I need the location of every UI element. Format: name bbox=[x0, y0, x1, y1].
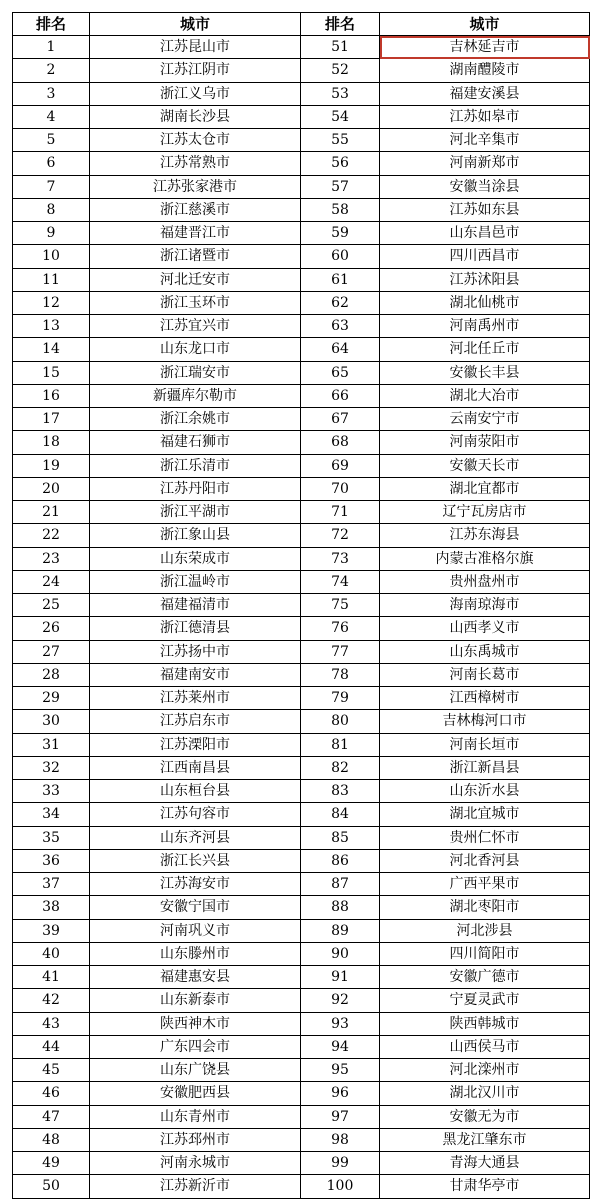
table-row bbox=[13, 1152, 590, 1175]
city-cell[interactable]: 湖北枣阳市 bbox=[380, 896, 590, 919]
rank-cell[interactable]: 4 bbox=[13, 105, 90, 128]
spreadsheet-view bbox=[12, 12, 589, 1199]
city-cell[interactable]: 安徽肥西县 bbox=[90, 1082, 301, 1105]
city-cell[interactable]: 山东禹城市 bbox=[380, 640, 590, 663]
city-cell[interactable]: 江苏太仓市 bbox=[90, 129, 301, 152]
city-cell[interactable]: 四川简阳市 bbox=[380, 942, 590, 965]
city-cell[interactable]: 山东桓台县 bbox=[90, 780, 301, 803]
rank-cell[interactable]: 37 bbox=[13, 873, 90, 896]
table-row bbox=[13, 733, 590, 756]
city-cell[interactable]: 安徽长丰县 bbox=[380, 361, 590, 384]
city-cell[interactable]: 江苏昆山市 bbox=[90, 36, 301, 59]
rank-cell[interactable]: 13 bbox=[13, 315, 90, 338]
rank-cell[interactable]: 27 bbox=[13, 640, 90, 663]
rank-cell[interactable]: 34 bbox=[13, 803, 90, 826]
rank-cell[interactable]: 45 bbox=[13, 1059, 90, 1082]
city-cell[interactable]: 福建南安市 bbox=[90, 663, 301, 686]
city-cell[interactable]: 云南安宁市 bbox=[380, 408, 590, 431]
header-rank-right[interactable]: 排名 bbox=[301, 13, 380, 36]
table-row bbox=[13, 687, 590, 710]
city-cell[interactable]: 山西孝义市 bbox=[380, 617, 590, 640]
city-cell[interactable]: 河北滦州市 bbox=[380, 1059, 590, 1082]
city-cell[interactable]: 广东四会市 bbox=[90, 1035, 301, 1058]
rank-cell[interactable]: 84 bbox=[301, 803, 380, 826]
table-row bbox=[13, 59, 590, 82]
rank-cell[interactable]: 80 bbox=[301, 710, 380, 733]
table-row bbox=[13, 640, 590, 663]
rank-cell[interactable]: 9 bbox=[13, 222, 90, 245]
rank-cell[interactable]: 7 bbox=[13, 175, 90, 198]
table-row bbox=[13, 826, 590, 849]
rank-cell[interactable]: 59 bbox=[301, 222, 380, 245]
rank-cell[interactable]: 69 bbox=[301, 454, 380, 477]
city-cell[interactable]: 辽宁瓦房店市 bbox=[380, 501, 590, 524]
header-row bbox=[13, 13, 590, 36]
table-row bbox=[13, 1059, 590, 1082]
rank-cell[interactable]: 87 bbox=[301, 873, 380, 896]
rank-cell[interactable]: 17 bbox=[13, 408, 90, 431]
rank-cell[interactable]: 36 bbox=[13, 849, 90, 872]
city-cell[interactable]: 河南永城市 bbox=[90, 1152, 301, 1175]
rank-cell[interactable]: 14 bbox=[13, 338, 90, 361]
city-cell[interactable]: 黑龙江肇东市 bbox=[380, 1128, 590, 1151]
rank-cell[interactable]: 62 bbox=[301, 291, 380, 314]
selected-cell[interactable]: 吉林延吉市 bbox=[380, 36, 590, 59]
city-cell[interactable]: 浙江玉环市 bbox=[90, 291, 301, 314]
city-cell[interactable]: 福建惠安县 bbox=[90, 966, 301, 989]
rank-cell[interactable]: 40 bbox=[13, 942, 90, 965]
city-cell[interactable]: 福建晋江市 bbox=[90, 222, 301, 245]
city-cell[interactable]: 江苏扬中市 bbox=[90, 640, 301, 663]
rank-cell[interactable]: 90 bbox=[301, 942, 380, 965]
rank-cell[interactable]: 8 bbox=[13, 198, 90, 221]
rank-cell[interactable]: 93 bbox=[301, 1012, 380, 1035]
rank-cell[interactable]: 98 bbox=[301, 1128, 380, 1151]
rank-cell[interactable]: 73 bbox=[301, 547, 380, 570]
table-row bbox=[13, 1012, 590, 1035]
table-row bbox=[13, 384, 590, 407]
rank-cell[interactable]: 76 bbox=[301, 617, 380, 640]
city-cell[interactable]: 山东新泰市 bbox=[90, 989, 301, 1012]
rank-cell[interactable]: 23 bbox=[13, 547, 90, 570]
city-cell[interactable]: 山东龙口市 bbox=[90, 338, 301, 361]
city-cell[interactable]: 江西南昌县 bbox=[90, 756, 301, 779]
city-cell[interactable]: 广西平果市 bbox=[380, 873, 590, 896]
city-cell[interactable]: 江苏宜兴市 bbox=[90, 315, 301, 338]
header-rank-left[interactable]: 排名 bbox=[13, 13, 90, 36]
table-row bbox=[13, 152, 590, 175]
table-row bbox=[13, 105, 590, 128]
city-cell[interactable]: 江苏东海县 bbox=[380, 524, 590, 547]
table-row bbox=[13, 222, 590, 245]
city-cell[interactable]: 陕西韩城市 bbox=[380, 1012, 590, 1035]
city-cell[interactable]: 湖南醴陵市 bbox=[380, 59, 590, 82]
table-row bbox=[13, 1035, 590, 1058]
city-cell[interactable]: 内蒙古准格尔旗 bbox=[380, 547, 590, 570]
rank-cell[interactable]: 77 bbox=[301, 640, 380, 663]
table-row bbox=[13, 803, 590, 826]
rank-cell[interactable]: 91 bbox=[301, 966, 380, 989]
rank-cell[interactable]: 83 bbox=[301, 780, 380, 803]
city-cell[interactable]: 河南长葛市 bbox=[380, 663, 590, 686]
rank-cell[interactable]: 67 bbox=[301, 408, 380, 431]
rank-cell[interactable]: 28 bbox=[13, 663, 90, 686]
rank-cell[interactable]: 52 bbox=[301, 59, 380, 82]
rank-cell[interactable]: 5 bbox=[13, 129, 90, 152]
table-row bbox=[13, 198, 590, 221]
table-row bbox=[13, 361, 590, 384]
rank-cell[interactable]: 53 bbox=[301, 82, 380, 105]
header-city-right[interactable]: 城市 bbox=[380, 13, 590, 36]
rank-cell[interactable]: 65 bbox=[301, 361, 380, 384]
city-cell[interactable]: 湖北汉川市 bbox=[380, 1082, 590, 1105]
rank-cell[interactable]: 15 bbox=[13, 361, 90, 384]
rank-cell[interactable]: 78 bbox=[301, 663, 380, 686]
city-cell[interactable]: 湖北大冶市 bbox=[380, 384, 590, 407]
city-cell[interactable]: 湖北宜城市 bbox=[380, 803, 590, 826]
city-cell[interactable]: 浙江慈溪市 bbox=[90, 198, 301, 221]
city-cell[interactable]: 安徽当涂县 bbox=[380, 175, 590, 198]
table-row bbox=[13, 989, 590, 1012]
city-cell[interactable]: 浙江长兴县 bbox=[90, 849, 301, 872]
rank-cell[interactable]: 32 bbox=[13, 756, 90, 779]
city-cell[interactable]: 陕西神木市 bbox=[90, 1012, 301, 1035]
rank-cell[interactable]: 33 bbox=[13, 780, 90, 803]
city-cell[interactable]: 江苏张家港市 bbox=[90, 175, 301, 198]
rank-cell[interactable]: 55 bbox=[301, 129, 380, 152]
rank-cell[interactable]: 74 bbox=[301, 570, 380, 593]
header-city-left[interactable]: 城市 bbox=[90, 13, 301, 36]
table-row bbox=[13, 570, 590, 593]
rank-cell[interactable]: 30 bbox=[13, 710, 90, 733]
city-cell[interactable]: 福建福清市 bbox=[90, 594, 301, 617]
city-cell[interactable]: 四川西昌市 bbox=[380, 245, 590, 268]
city-cell[interactable]: 江苏江阴市 bbox=[90, 59, 301, 82]
city-cell[interactable]: 河北任丘市 bbox=[380, 338, 590, 361]
rank-cell[interactable]: 57 bbox=[301, 175, 380, 198]
table-row bbox=[13, 36, 590, 59]
rank-cell[interactable]: 29 bbox=[13, 687, 90, 710]
city-cell[interactable]: 江苏邳州市 bbox=[90, 1128, 301, 1151]
table-row bbox=[13, 896, 590, 919]
table-row bbox=[13, 547, 590, 570]
rank-cell[interactable]: 60 bbox=[301, 245, 380, 268]
city-cell[interactable]: 江苏句容市 bbox=[90, 803, 301, 826]
rank-cell[interactable]: 96 bbox=[301, 1082, 380, 1105]
table-row bbox=[13, 756, 590, 779]
rank-cell[interactable]: 100 bbox=[301, 1175, 380, 1198]
rank-cell[interactable]: 82 bbox=[301, 756, 380, 779]
rank-cell[interactable]: 66 bbox=[301, 384, 380, 407]
city-cell[interactable]: 河北香河县 bbox=[380, 849, 590, 872]
rank-cell[interactable]: 41 bbox=[13, 966, 90, 989]
rank-cell[interactable]: 12 bbox=[13, 291, 90, 314]
city-cell[interactable]: 福建石狮市 bbox=[90, 431, 301, 454]
table-row bbox=[13, 919, 590, 942]
rank-cell[interactable]: 22 bbox=[13, 524, 90, 547]
rank-cell[interactable]: 61 bbox=[301, 268, 380, 291]
table-row bbox=[13, 780, 590, 803]
city-cell[interactable]: 江苏沭阳县 bbox=[380, 268, 590, 291]
city-cell[interactable]: 山东青州市 bbox=[90, 1105, 301, 1128]
city-cell[interactable]: 河南新郑市 bbox=[380, 152, 590, 175]
rank-cell[interactable]: 95 bbox=[301, 1059, 380, 1082]
city-cell[interactable]: 浙江温岭市 bbox=[90, 570, 301, 593]
rank-cell[interactable]: 92 bbox=[301, 989, 380, 1012]
city-cell[interactable]: 青海大通县 bbox=[380, 1152, 590, 1175]
table-row bbox=[13, 1105, 590, 1128]
table-row bbox=[13, 315, 590, 338]
table-row bbox=[13, 873, 590, 896]
table-row bbox=[13, 129, 590, 152]
rank-cell[interactable]: 47 bbox=[13, 1105, 90, 1128]
rank-cell[interactable]: 44 bbox=[13, 1035, 90, 1058]
rank-cell[interactable]: 75 bbox=[301, 594, 380, 617]
rank-cell[interactable]: 21 bbox=[13, 501, 90, 524]
rank-cell[interactable]: 48 bbox=[13, 1128, 90, 1151]
table-row bbox=[13, 966, 590, 989]
rank-cell[interactable]: 24 bbox=[13, 570, 90, 593]
city-cell[interactable]: 海南琼海市 bbox=[380, 594, 590, 617]
rank-cell[interactable]: 88 bbox=[301, 896, 380, 919]
city-cell[interactable]: 安徽无为市 bbox=[380, 1105, 590, 1128]
table-row bbox=[13, 501, 590, 524]
city-cell[interactable]: 浙江平湖市 bbox=[90, 501, 301, 524]
city-cell[interactable]: 江苏如东县 bbox=[380, 198, 590, 221]
city-cell[interactable]: 河南长垣市 bbox=[380, 733, 590, 756]
table-row bbox=[13, 268, 590, 291]
city-cell[interactable]: 浙江诸暨市 bbox=[90, 245, 301, 268]
city-cell[interactable]: 河南巩义市 bbox=[90, 919, 301, 942]
city-cell[interactable]: 河南禹州市 bbox=[380, 315, 590, 338]
city-cell[interactable]: 山东齐河县 bbox=[90, 826, 301, 849]
city-cell[interactable]: 山东荣成市 bbox=[90, 547, 301, 570]
rank-cell[interactable]: 18 bbox=[13, 431, 90, 454]
table-row bbox=[13, 1175, 590, 1198]
rank-cell[interactable]: 35 bbox=[13, 826, 90, 849]
rank-cell[interactable]: 6 bbox=[13, 152, 90, 175]
rank-cell[interactable]: 97 bbox=[301, 1105, 380, 1128]
rank-cell[interactable]: 72 bbox=[301, 524, 380, 547]
rank-cell[interactable]: 70 bbox=[301, 477, 380, 500]
table-row bbox=[13, 175, 590, 198]
rank-cell[interactable]: 68 bbox=[301, 431, 380, 454]
table-row bbox=[13, 431, 590, 454]
city-cell[interactable]: 安徽广德市 bbox=[380, 966, 590, 989]
city-cell[interactable]: 甘肃华亭市 bbox=[380, 1175, 590, 1198]
city-cell[interactable]: 浙江瑞安市 bbox=[90, 361, 301, 384]
rank-cell[interactable]: 43 bbox=[13, 1012, 90, 1035]
rank-cell[interactable]: 38 bbox=[13, 896, 90, 919]
city-cell[interactable]: 江西樟树市 bbox=[380, 687, 590, 710]
city-cell[interactable]: 宁夏灵武市 bbox=[380, 989, 590, 1012]
table-row bbox=[13, 408, 590, 431]
city-cell[interactable]: 江苏新沂市 bbox=[90, 1175, 301, 1198]
city-cell[interactable]: 江苏溧阳市 bbox=[90, 733, 301, 756]
rank-cell[interactable]: 3 bbox=[13, 82, 90, 105]
city-cell[interactable]: 安徽天长市 bbox=[380, 454, 590, 477]
table-row bbox=[13, 82, 590, 105]
city-cell[interactable]: 山东滕州市 bbox=[90, 942, 301, 965]
rank-cell[interactable]: 89 bbox=[301, 919, 380, 942]
city-cell[interactable]: 江苏海安市 bbox=[90, 873, 301, 896]
city-cell[interactable]: 河南荥阳市 bbox=[380, 431, 590, 454]
rank-cell[interactable]: 50 bbox=[13, 1175, 90, 1198]
city-cell[interactable]: 贵州仁怀市 bbox=[380, 826, 590, 849]
rank-cell[interactable]: 86 bbox=[301, 849, 380, 872]
rank-cell[interactable]: 25 bbox=[13, 594, 90, 617]
city-cell[interactable]: 安徽宁国市 bbox=[90, 896, 301, 919]
table-row bbox=[13, 338, 590, 361]
rank-cell[interactable]: 1 bbox=[13, 36, 90, 59]
table-row bbox=[13, 1128, 590, 1151]
rank-cell[interactable]: 46 bbox=[13, 1082, 90, 1105]
table-row bbox=[13, 663, 590, 686]
rank-cell[interactable]: 11 bbox=[13, 268, 90, 291]
rank-cell[interactable]: 85 bbox=[301, 826, 380, 849]
city-cell[interactable]: 山东昌邑市 bbox=[380, 222, 590, 245]
table-row bbox=[13, 477, 590, 500]
city-cell[interactable]: 湖北宜都市 bbox=[380, 477, 590, 500]
city-cell[interactable]: 湖南长沙县 bbox=[90, 105, 301, 128]
rank-cell[interactable]: 63 bbox=[301, 315, 380, 338]
city-cell[interactable]: 山西侯马市 bbox=[380, 1035, 590, 1058]
table-row bbox=[13, 454, 590, 477]
city-cell[interactable]: 河北迁安市 bbox=[90, 268, 301, 291]
city-cell[interactable]: 浙江义乌市 bbox=[90, 82, 301, 105]
city-cell[interactable]: 山东广饶县 bbox=[90, 1059, 301, 1082]
city-cell[interactable]: 新疆库尔勒市 bbox=[90, 384, 301, 407]
ranking-table bbox=[12, 12, 590, 1199]
rank-cell[interactable]: 79 bbox=[301, 687, 380, 710]
city-cell[interactable]: 浙江象山县 bbox=[90, 524, 301, 547]
city-cell[interactable]: 湖北仙桃市 bbox=[380, 291, 590, 314]
rank-cell[interactable]: 94 bbox=[301, 1035, 380, 1058]
rank-cell[interactable]: 81 bbox=[301, 733, 380, 756]
rank-cell[interactable]: 20 bbox=[13, 477, 90, 500]
rank-cell[interactable]: 26 bbox=[13, 617, 90, 640]
rank-cell[interactable]: 71 bbox=[301, 501, 380, 524]
city-cell[interactable]: 江苏启东市 bbox=[90, 710, 301, 733]
city-cell[interactable]: 山东沂水县 bbox=[380, 780, 590, 803]
rank-cell[interactable]: 56 bbox=[301, 152, 380, 175]
table-row bbox=[13, 942, 590, 965]
city-cell[interactable]: 江苏丹阳市 bbox=[90, 477, 301, 500]
table-row bbox=[13, 594, 590, 617]
rank-cell[interactable]: 49 bbox=[13, 1152, 90, 1175]
rank-cell[interactable]: 42 bbox=[13, 989, 90, 1012]
city-cell[interactable]: 浙江乐清市 bbox=[90, 454, 301, 477]
city-cell[interactable]: 河北辛集市 bbox=[380, 129, 590, 152]
rank-cell[interactable]: 19 bbox=[13, 454, 90, 477]
rank-cell[interactable]: 10 bbox=[13, 245, 90, 268]
table-row bbox=[13, 710, 590, 733]
rank-cell[interactable]: 51 bbox=[301, 36, 380, 59]
rank-cell[interactable]: 64 bbox=[301, 338, 380, 361]
table-row bbox=[13, 245, 590, 268]
city-cell[interactable]: 河北涉县 bbox=[380, 919, 590, 942]
rank-cell[interactable]: 31 bbox=[13, 733, 90, 756]
rank-cell[interactable]: 39 bbox=[13, 919, 90, 942]
rank-cell[interactable]: 2 bbox=[13, 59, 90, 82]
city-cell[interactable]: 浙江新昌县 bbox=[380, 756, 590, 779]
table-row bbox=[13, 849, 590, 872]
table-row bbox=[13, 1082, 590, 1105]
city-cell[interactable]: 江苏常熟市 bbox=[90, 152, 301, 175]
city-cell[interactable]: 江苏莱州市 bbox=[90, 687, 301, 710]
city-cell[interactable]: 江苏如皋市 bbox=[380, 105, 590, 128]
rank-cell[interactable]: 58 bbox=[301, 198, 380, 221]
city-cell[interactable]: 贵州盘州市 bbox=[380, 570, 590, 593]
city-cell[interactable]: 吉林梅河口市 bbox=[380, 710, 590, 733]
rank-cell[interactable]: 16 bbox=[13, 384, 90, 407]
rank-cell[interactable]: 54 bbox=[301, 105, 380, 128]
table-row bbox=[13, 524, 590, 547]
rank-cell[interactable]: 99 bbox=[301, 1152, 380, 1175]
city-cell[interactable]: 浙江德清县 bbox=[90, 617, 301, 640]
table-row bbox=[13, 291, 590, 314]
city-cell[interactable]: 福建安溪县 bbox=[380, 82, 590, 105]
city-cell[interactable]: 浙江余姚市 bbox=[90, 408, 301, 431]
table-row bbox=[13, 617, 590, 640]
